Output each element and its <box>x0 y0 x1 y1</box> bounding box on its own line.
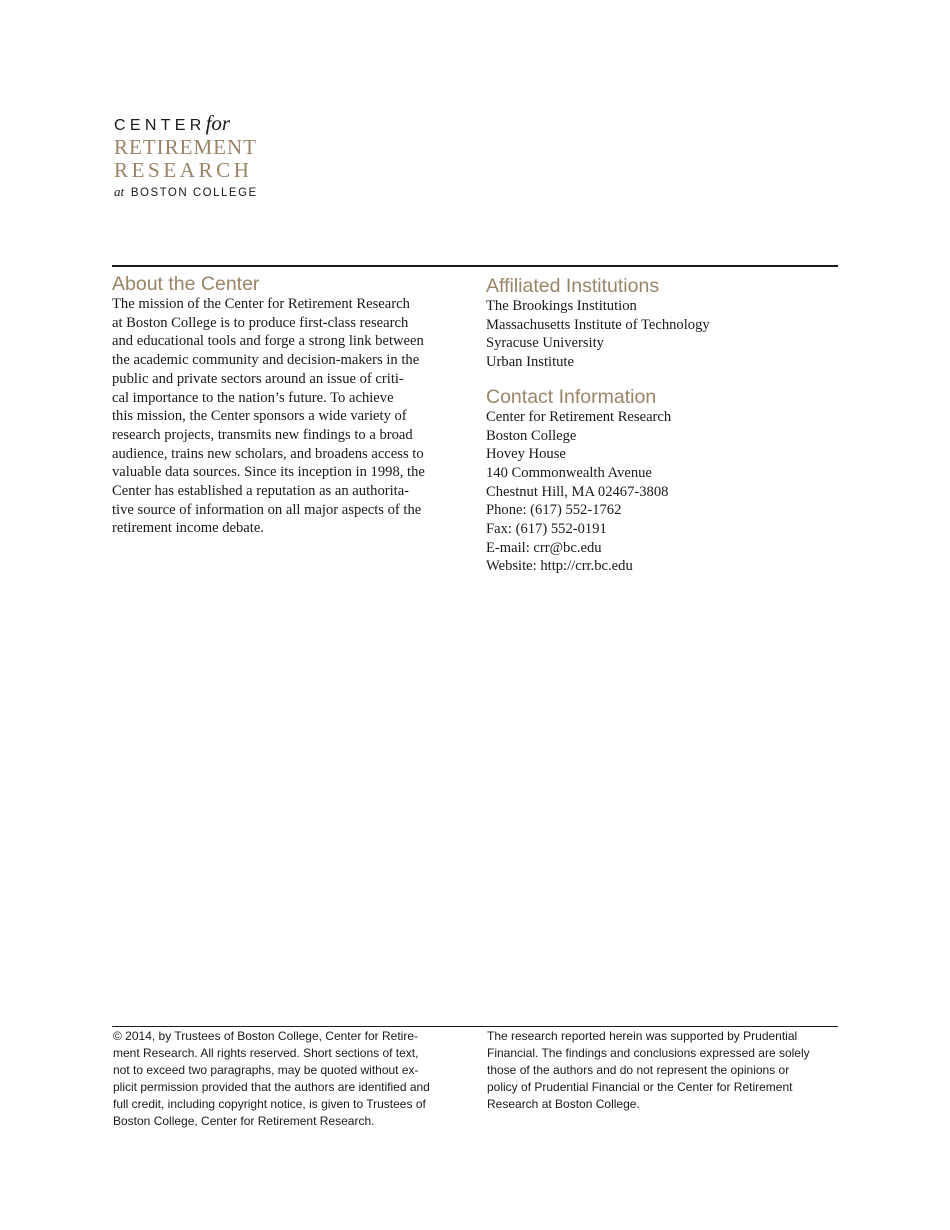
contact-section <box>486 386 838 576</box>
contact-org: Center for Retirement Research <box>486 408 672 425</box>
copyright-line: full credit, including copyright notice, is given to Trustees of <box>113 1096 426 1111</box>
logo-word-center: CENTER <box>114 117 206 134</box>
logo-word-boston-college: BOSTON COLLEGE <box>130 187 258 199</box>
affiliated-item: Syracuse University <box>486 335 604 352</box>
contact-website[interactable]: Website: http://crr.bc.edu <box>486 558 633 575</box>
copyright-line: Boston College, Center for Retirement Research. <box>113 1113 375 1128</box>
about-line: valuable data sources. Since its inception in 1998, the <box>112 464 425 481</box>
top-divider <box>112 265 838 267</box>
disclaimer-line: Research at Boston College. <box>487 1096 640 1111</box>
about-heading: About the Center <box>112 273 260 295</box>
about-line: tive source of information on all major aspects of the <box>112 501 422 518</box>
logo-line-college <box>114 182 258 203</box>
about-line: public and private sectors around an issue of criti- <box>112 370 404 387</box>
copyright-line: plicit permission provided that the authors are identified and <box>113 1079 430 1094</box>
about-line: audience, trains new scholars, and broadens access to <box>112 445 424 462</box>
about-line: this mission, the Center sponsors a wide variety of <box>112 408 407 425</box>
affiliated-item: The Brookings Institution <box>486 298 637 314</box>
affiliated-item: Urban Institute <box>486 354 574 371</box>
contact-email[interactable]: E-mail: crr@bc.edu <box>486 539 602 556</box>
logo-line-center <box>114 110 258 136</box>
copyright-line: not to exceed two paragraphs, may be quoted without ex- <box>113 1062 419 1077</box>
contact-heading: Contact Information <box>486 385 657 408</box>
about-line: retirement income debate. <box>112 520 264 537</box>
about-section <box>112 273 468 538</box>
logo-word-retirement: RETIREMENT <box>114 135 257 159</box>
contact-city: Chestnut Hill, MA 02467-3808 <box>486 483 669 500</box>
logo-word-for: for <box>205 111 231 135</box>
about-line: at Boston College is to produce first-class research <box>112 314 409 331</box>
contact-fax: Fax: (617) 552-0191 <box>486 521 607 538</box>
about-line: The mission of the Center for Retirement Research <box>112 296 410 312</box>
crr-logo <box>114 110 258 203</box>
copyright-line: © 2014, by Trustees of Boston College, Center for Retire- <box>113 1029 418 1043</box>
about-line: cal importance to the nation’s future. To achieve <box>112 389 394 406</box>
disclaimer-line: The research reported herein was supported by Prudential <box>487 1029 798 1043</box>
contact-list <box>486 408 838 576</box>
affiliated-list <box>486 297 838 372</box>
about-line: and educational tools and forge a strong link between <box>112 333 424 350</box>
disclaimer-line: policy of Prudential Financial or the Center for Retirement <box>487 1079 793 1094</box>
disclaimer-line: Financial. The findings and conclusions expressed are solely <box>487 1045 810 1060</box>
contact-building: Hovey House <box>486 446 566 463</box>
about-line: research projects, transmits new findings to a broad <box>112 426 413 443</box>
disclaimer-line: those of the authors and do not represent the opinions or <box>487 1062 790 1077</box>
copyright-notice <box>113 1028 469 1129</box>
right-column <box>486 275 838 576</box>
contact-college: Boston College <box>486 427 577 444</box>
affiliated-section <box>486 275 838 372</box>
funding-disclaimer <box>487 1028 839 1113</box>
bottom-divider <box>112 1026 838 1027</box>
copyright-line: ment Research. All rights reserved. Short sections of text, <box>113 1045 419 1060</box>
about-line: the academic community and decision-makers in the <box>112 352 420 369</box>
contact-street: 140 Commonwealth Avenue <box>486 464 652 481</box>
logo-word-at: at <box>114 184 125 199</box>
about-line: Center has established a reputation as an authorita- <box>112 483 410 500</box>
affiliated-heading: Affiliated Institutions <box>486 275 660 297</box>
affiliated-item: Massachusetts Institute of Technology <box>486 316 710 333</box>
contact-phone: Phone: (617) 552-1762 <box>486 502 622 519</box>
logo-word-research: RESEARCH <box>114 158 253 182</box>
about-body <box>112 295 468 538</box>
